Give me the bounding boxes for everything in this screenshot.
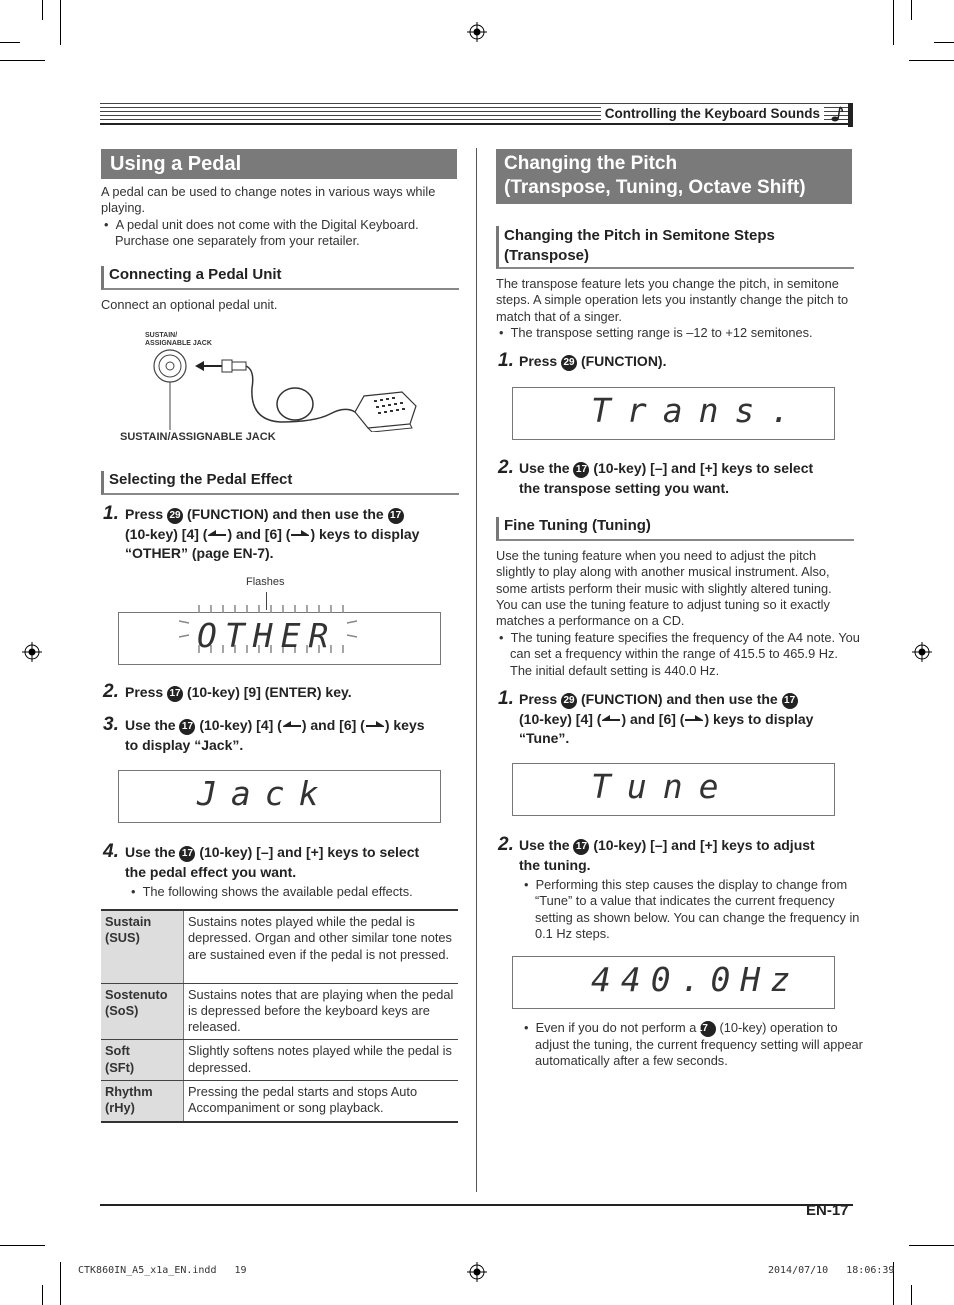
step-number: 2. — [498, 457, 514, 478]
page-number: EN-17 — [806, 1202, 849, 1219]
crop-mark — [0, 1245, 45, 1246]
crop-mark — [42, 1285, 43, 1305]
lcd-text: OTHER — [197, 616, 337, 655]
effect-name: Sostenuto (SoS) — [101, 983, 184, 1040]
function-key-icon: 29 — [167, 508, 183, 524]
music-note-icon — [830, 105, 844, 123]
lcd-display-trans — [512, 387, 835, 440]
tuning-step-2-bullet: • Performing this step causes the display to change from “Tune” to a value that indicates the current frequency setting as shown below. You can change the frequency in 0.1 Hz steps. — [524, 877, 860, 941]
ten-key-icon: 17 — [573, 462, 589, 478]
table-row — [101, 910, 458, 983]
effect-name: Rhythm (rHy) — [101, 1080, 184, 1121]
table-row — [101, 1040, 458, 1081]
print-slug-left: CTK860IN_A5_x1a_EN.indd 19 — [78, 1265, 247, 1276]
ten-key-icon: 17 — [179, 846, 195, 862]
transpose-bullet: • The transpose setting range is –12 to +12 semitones. — [499, 325, 813, 340]
step-number: 1. — [498, 688, 514, 709]
step-number: 1. — [498, 350, 514, 371]
step-1-text: Press 29 (FUNCTION) and then use the 17 (10-key) [4] ( ) and [6] ( ) keys to display “OTHER” (page EN-7). — [125, 506, 420, 561]
transpose-text: The transpose feature lets you change the pitch, in semitone steps. A simple operation lets you instantly change the pitch to match that of a singer. — [496, 276, 849, 324]
connect-heading: Connecting a Pedal Unit — [101, 266, 459, 290]
final-bullet: • Even if you do not perform a 17 (10-key) operation to adjust the tuning, the current frequency setting will appear automatically after a few seconds. — [524, 1020, 863, 1069]
lcd-display-other — [118, 612, 441, 665]
crop-mark — [911, 0, 912, 20]
registration-mark-icon — [912, 642, 932, 662]
ten-key-icon: 17 — [179, 719, 195, 735]
tuning-text: Use the tuning feature when you need to adjust the pitch slightly to play along with another musical instrument. Also, some artists perform their music with slightly altered tuning. You can use the tuning feature to adjust tuning so it exactly matches a performance on a CD. — [496, 548, 832, 629]
table-row — [101, 1080, 458, 1121]
connect-text: Connect an optional pedal unit. — [101, 297, 278, 312]
effect-name: Sustain (SUS) — [101, 910, 184, 983]
crop-mark — [0, 42, 20, 43]
step-number: 4. — [103, 841, 119, 862]
ten-key-icon: 17 — [700, 1021, 716, 1037]
registration-mark-icon — [467, 22, 487, 42]
pedal-connection-illustration — [140, 340, 430, 432]
pedal-effects-table — [101, 909, 458, 1123]
crop-mark — [934, 42, 954, 43]
step-number: 2. — [103, 681, 119, 702]
step-number: 2. — [498, 834, 514, 855]
crop-mark — [0, 60, 45, 61]
function-key-icon: 29 — [561, 355, 577, 371]
section-title-using-pedal: Using a Pedal — [101, 149, 457, 179]
footer-rule — [100, 1204, 853, 1206]
left-arrow-icon — [207, 529, 227, 539]
jack-caption: SUSTAIN/ASSIGNABLE JACK — [120, 431, 276, 443]
intro-text: A pedal can be used to change notes in various ways while playing. — [101, 184, 436, 216]
table-row — [101, 983, 458, 1040]
tuning-step-2-text: Use the 17 (10-key) [–] and [+] keys to adjust the tuning. — [519, 837, 815, 873]
transpose-step-1-text: Press 29 (FUNCTION). — [519, 353, 667, 369]
ten-key-icon: 17 — [388, 508, 404, 524]
crop-mark — [893, 0, 894, 45]
right-arrow-icon — [290, 529, 310, 539]
effect-description: Sustains notes played while the pedal is depressed. Organ and other similar tone notes are sustained even if the pedal is not pressed. — [184, 910, 459, 983]
right-arrow-icon — [365, 720, 385, 730]
select-effect-heading: Selecting the Pedal Effect — [101, 471, 459, 495]
crop-mark — [42, 0, 43, 20]
print-slug-right: 2014/07/10 18:06:39 — [768, 1265, 895, 1276]
registration-mark-icon — [467, 1262, 487, 1282]
lcd-display-hz — [512, 956, 835, 1009]
step-2-text: Press 17 (10-key) [9] (ENTER) key. — [125, 684, 352, 700]
function-key-icon: 29 — [561, 693, 577, 709]
step-4-text: Use the 17 (10-key) [–] and [+] keys to select the pedal effect you want. — [125, 844, 420, 880]
running-title: Controlling the Keyboard Sounds — [601, 106, 824, 121]
crop-mark — [60, 0, 61, 45]
lcd-text: Tune — [591, 767, 735, 806]
tuning-bullet: • The tuning feature specifies the frequency of the A4 note. You can set a frequency within the range of 415.5 to 465.9 Hz. The initial default setting is 440.0 Hz. — [499, 630, 860, 678]
lcd-text: 440.0Hz — [591, 960, 801, 999]
step-3-text: Use the 17 (10-key) [4] ( ) and [6] ( ) keys to display “Jack”. — [125, 717, 425, 753]
flashes-label: Flashes — [246, 576, 285, 588]
crop-mark — [911, 1285, 912, 1305]
lcd-display-tune — [512, 763, 835, 816]
transpose-heading: Changing the Pitch in Semitone Steps (Transpose) — [496, 226, 854, 269]
tuning-step-1-text: Press 29 (FUNCTION) and then use the 17 (10-key) [4] ( ) and [6] ( ) keys to display “Tune”. — [519, 691, 814, 746]
ten-key-icon: 17 — [782, 693, 798, 709]
jack-small-label: SUSTAIN/ ASSIGNABLE JACK — [145, 332, 212, 347]
section-title-changing-pitch: Changing the Pitch (Transpose, Tuning, Octave Shift) — [496, 149, 852, 204]
crop-mark — [60, 1262, 61, 1305]
crop-mark — [909, 1245, 954, 1246]
lcd-display-jack — [118, 770, 441, 823]
left-arrow-icon — [282, 720, 302, 730]
effect-description: Pressing the pedal starts and stops Auto Accompaniment or song playback. — [184, 1080, 459, 1121]
tuning-heading: Fine Tuning (Tuning) — [496, 517, 854, 541]
effect-name: Soft (SFt) — [101, 1040, 184, 1081]
transpose-step-2-text: Use the 17 (10-key) [–] and [+] keys to select the transpose setting you want. — [519, 460, 814, 496]
ten-key-icon: 17 — [167, 686, 183, 702]
crop-mark — [909, 60, 954, 61]
lcd-text: Jack — [197, 774, 333, 813]
ten-key-icon: 17 — [573, 839, 589, 855]
intro-bullet: • A pedal unit does not come with the Digital Keyboard. Purchase one separately from your retailer. — [104, 217, 419, 249]
left-arrow-icon — [601, 714, 621, 724]
header-block — [848, 103, 853, 127]
effect-description: Sustains notes that are playing when the pedal is depressed before the keyboard keys are released. — [184, 983, 459, 1040]
registration-mark-icon — [22, 642, 42, 662]
step-number: 3. — [103, 714, 119, 735]
step-4-bullet: • The following shows the available pedal effects. — [131, 884, 413, 899]
column-divider — [476, 148, 477, 1192]
effect-description: Slightly softens notes played while the pedal is depressed. — [184, 1040, 459, 1081]
lcd-text: Trans. — [591, 391, 807, 430]
step-number: 1. — [103, 503, 119, 524]
right-arrow-icon — [684, 714, 704, 724]
